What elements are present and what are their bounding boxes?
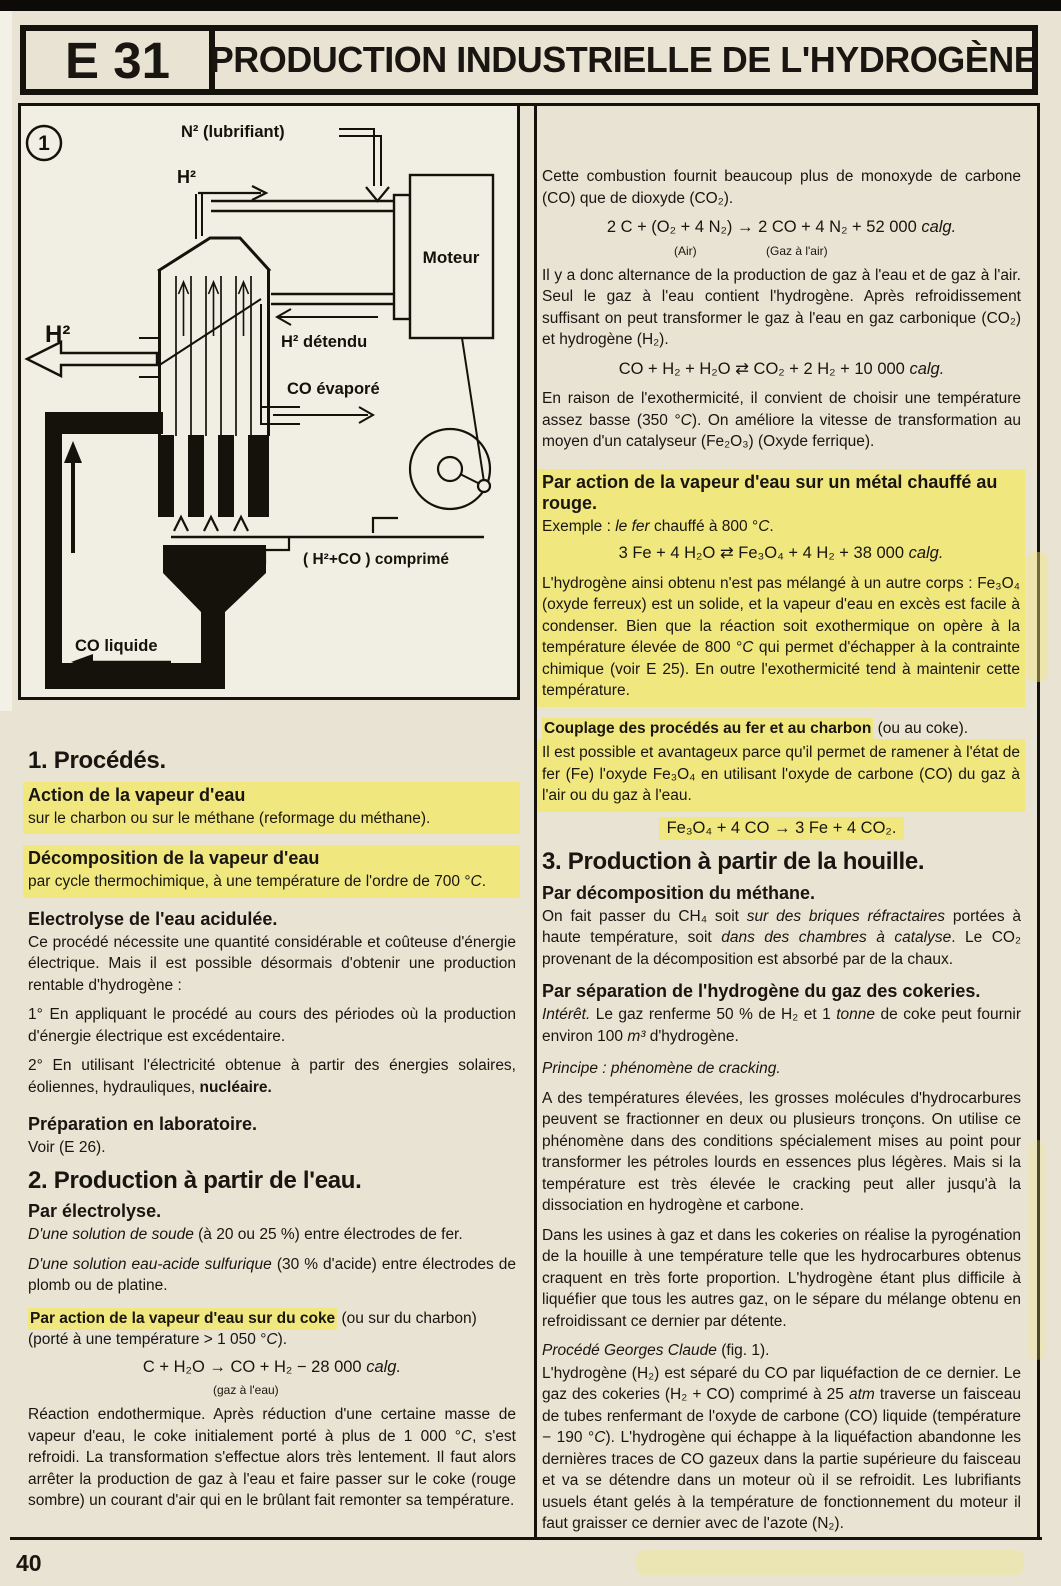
n2-pipe	[339, 129, 389, 201]
paragraph: Exemple : le fer chauffé à 800 °C.	[542, 517, 774, 535]
scan-edge-top	[0, 0, 1061, 11]
h2co-comprime-label: ( H²+CO ) comprimé	[303, 551, 449, 568]
paragraph: L'hydrogène ainsi obtenu n'est pas mélangé à un autre corps : Fe₃O₄ (oxyde ferreux) est un solide, et la vapeur d'eau en excès est facile à condenser. Bien que la réaction soit exothermique on opère à la température élevée de 800 °C qui permet d'échapper à la contrainte chimique (voir E 25). En outre l'exothermicité tend à maintenir cette température.	[542, 574, 1020, 699]
subheading: Par action de la vapeur d'eau sur du coke (ou sur du charbon)	[28, 1308, 516, 1330]
section-2-heading: 2. Production à partir de l'eau.	[28, 1166, 362, 1194]
formula: CO + H₂ + H₂O ⇄ CO₂ + 2 H₂ + 10 000	[618, 359, 910, 378]
generator-lower-black	[158, 435, 269, 517]
subheading: Couplage des procédés au fer et au charbon (ou au coke).	[542, 718, 1021, 740]
co-liquide-duct	[64, 441, 171, 670]
subheading: Par électrolyse.	[28, 1201, 162, 1221]
n2-arrow-down-icon	[366, 187, 389, 201]
paragraph: Il y a donc alternance de la production de gaz à l'eau et de gaz à l'air. Seul le gaz à l'eau contient l'hydrogène. Après refroidissement suffisant on peut transformer le gaz à l'eau en gaz carbonique (CO₂) et hydrogène (H₂).	[542, 266, 1021, 348]
paragraph: par cycle thermochimique, à une température de l'ordre de 700 °C.	[28, 873, 487, 890]
paragraph: A des températures élevées, les grosses molécules d'hydrocarbures peuvent se fractionner en deux ou plusieurs tronçons. On utilise ce phénomène dans des conditions spécialement mises au point pour transformer les pétroles lourds en essences plus légères. Mais si la température est très élevée le cracking peut aller jusqu'à la dissociation en hydrogène et carbone.	[542, 1089, 1021, 1214]
highlight-bleedthrough	[1028, 1140, 1046, 1360]
h2-detendu-arrow	[277, 309, 378, 325]
gaz-a-lair-sublabel: (Gaz à l'air)	[766, 243, 828, 258]
h2-left-label: H²	[45, 321, 71, 348]
methane-block	[542, 883, 1021, 971]
paragraph: sur le charbon ou sur le méthane (reformage du méthane).	[28, 809, 431, 827]
equation-fer-vapeur	[542, 543, 1020, 565]
subheading: Par décomposition du méthane.	[542, 882, 816, 903]
paragraph: En raison de l'exothermicité, il convient de choisir une température assez basse (350 °C). On améliore la vitesse de transformation au moyen d'un catalyseur (Fe₂O₃) (Oxyde ferrique).	[542, 390, 1021, 450]
paragraph: Voir (E 26).	[28, 1139, 106, 1156]
co-liquide-label: CO liquide	[75, 637, 158, 655]
hydrogen-plant-diagram	[21, 106, 517, 697]
gaz-a-leau-sublabel: (gaz à l'eau)	[213, 1383, 279, 1397]
h2-outlet-pipe	[196, 186, 266, 239]
vapeur-sur-metal-block	[537, 469, 1025, 707]
section-1-heading: 1. Procédés.	[28, 747, 166, 774]
highlight-bleedthrough	[1026, 552, 1048, 682]
h2-detendu-label: H² détendu	[281, 333, 368, 351]
paragraph: Dans les usines à gaz et dans les cokeries on réalise la pyrogénation de la houille à une température telle que les hydrocarbures obtenus craquent en très forte proportion. L'hydrogène étant plus difficile à liquéfier que tous les autres gaz, on le sépare du mélange obtenu en refroidissant ce dernier par détente.	[542, 1226, 1021, 1330]
subheading: Décomposition de la vapeur d'eau	[28, 848, 320, 868]
air-sublabel: (Air)	[674, 243, 697, 258]
arrow-up-icon	[64, 441, 82, 463]
couplage-block	[542, 718, 1021, 840]
formula-unit: calg.	[909, 359, 945, 378]
right-column	[542, 166, 1021, 1543]
h2-top-label: H²	[177, 167, 196, 187]
page-number: 40	[16, 1550, 42, 1576]
preparation-block	[28, 1114, 516, 1159]
paragraph: 2° En utilisant l'électricité obtenue à partir des énergies solaires, éoliennes, hydrauliques, nucléaire.	[28, 1057, 516, 1096]
left-column	[28, 747, 516, 1523]
equation-gaz-a-lair	[542, 217, 1021, 239]
subheading: Par séparation de l'hydrogène du gaz des cokeries.	[542, 981, 981, 1001]
principe-line: Principe : phénomène de cracking.	[542, 1060, 781, 1077]
subheading: Préparation en laboratoire.	[28, 1114, 258, 1134]
generator-hood	[158, 238, 270, 271]
column-divider	[534, 103, 537, 1540]
connecting-rod	[462, 338, 484, 482]
subheading: Par action de la vapeur d'eau sur un métal chauffé au rouge.	[542, 471, 998, 513]
paragraph: On fait passer du CH₄ soit sur des briques réfractaires portées à haute température, soit dans des chambres à catalyse. Le CO₂ provenant de la décomposition est absorbé par de la chaux.	[542, 907, 1021, 968]
electrolyse-block	[28, 909, 516, 1099]
formula: 2 C + (O₂ + 4 N₂) → 2 CO + 4 N₂ + 52 000	[606, 218, 922, 236]
formula-unit: calg.	[366, 1357, 402, 1376]
paragraph: Il est possible et avantageux parce qu'il permet de ramener à l'état de fer (Fe) l'oxyde Fe₃O₄ en utilisant l'oxyde de carbone (CO) du gaz à l'air ou du gaz à l'eau.	[542, 744, 1020, 804]
vapeur-sur-coke-block	[28, 1308, 516, 1512]
paragraph: (porté à une température > 1 050 °C).	[28, 1331, 288, 1348]
figure-1-panel	[18, 103, 520, 700]
page-code: E 31	[20, 25, 215, 95]
paragraph: L'hydrogène (H₂) est séparé du CO par liquéfaction de ce dernier. Le gaz des cokeries (H₂ + CO) comprimé à 25 atm traverse un faisceau de tubes renfermant de l'oxyde de carbone (CO) liquide (température − 190 °C). L'hydrogène qui échappe à la liquéfaction abandonne les dernières traces de CO gazeux dans la partie supérieure du faisceau et va se détendre dans un moteur où il se refroidit. Les lubrifiants usuels étant gelés à la température de fonctionnement du moteur il faut graisser ce dernier avec de l'azote (N₂).	[542, 1364, 1021, 1532]
section-3-heading: 3. Production à partir de la houille.	[542, 848, 925, 875]
highlighted-formula	[659, 817, 905, 840]
paragraph: D'une solution de soude (à 20 ou 25 %) entre électrodes de fer.	[28, 1226, 463, 1243]
engine-label: Moteur	[422, 248, 480, 267]
equation-sublabels	[542, 241, 1021, 257]
highlight-bleedthrough	[636, 1550, 1024, 1575]
formula-unit: calg.	[908, 544, 944, 562]
formula-unit: calg.	[921, 218, 957, 236]
subheading: Electrolyse de l'eau acidulée.	[28, 908, 278, 929]
n2-label: N² (lubrifiant)	[181, 123, 285, 141]
par-electrolyse-block	[28, 1201, 516, 1297]
formula: 3 Fe + 4 H₂O ⇄ Fe₃O₄ + 4 H₂ + 38 000	[618, 544, 909, 562]
paragraph: Cette combustion fournit beaucoup plus de monoxyde de carbone (CO) que de dioxyde (CO₂).	[542, 168, 1021, 207]
subheading: Action de la vapeur d'eau	[28, 784, 246, 805]
equation-gaz-a-leau	[28, 1357, 516, 1379]
formula: C + H₂O → CO + H₂ − 28 000	[142, 1357, 367, 1376]
cokeries-block	[542, 981, 1021, 1047]
decomposition-block	[23, 845, 520, 898]
figure-number: 1	[38, 132, 50, 155]
paragraph: Ce procédé nécessite une quantité considérable et coûteuse d'énergie électrique. Mais il est possible désormais d'obtenir une production rentable d'hydrogène :	[28, 933, 516, 994]
generator-vessel	[139, 238, 270, 436]
equation-sublabels	[28, 1380, 516, 1396]
paragraph: D'une solution eau-acide sulfurique (30 % d'acide) entre électrodes de plomb ou de platine.	[28, 1255, 516, 1294]
gas-pipes	[211, 201, 395, 304]
action-vapeur-block	[23, 782, 520, 835]
equation-reduction	[542, 818, 1021, 840]
crank-pin	[478, 480, 490, 492]
paragraph: 1° En appliquant le procédé au cours des périodes où la production d'énergie électrique est excédentaire.	[28, 1006, 516, 1045]
co-evapore-pipe	[261, 304, 373, 424]
highlighted-paragraph	[537, 739, 1025, 812]
paragraph: Réaction endothermique. Après réduction d'une certaine masse de vapeur d'eau, le coke initialement porté à plus de 1 000 °C, s'est refroidi. La transformation s'effectue alors très lentement. Il faut alors arrêter la production de gaz à l'eau et faire passer sur le coke (rouge sombre) un courant d'air qui en le brûlant fait remonter sa température.	[28, 1406, 516, 1509]
scan-edge-left	[0, 11, 12, 711]
formula: Fe₃O₄ + 4 CO → 3 Fe + 4 CO₂.	[666, 818, 897, 837]
co-evapore-label: CO évaporé	[287, 380, 380, 398]
equation-conversion	[542, 359, 1021, 381]
flywheel-crank	[410, 338, 490, 509]
claude-heading: Procédé Georges Claude (fig. 1).	[542, 1342, 770, 1359]
upflow-arrows	[179, 282, 249, 336]
baffle-line	[158, 299, 261, 366]
inlet-arrows	[174, 517, 248, 531]
paragraph: Intérêt. Le gaz renferme 50 % de H₂ et 1 tonne de coke peut fournir environ 100 m³ d'hydrogène.	[542, 1006, 1021, 1045]
page-title: PRODUCTION INDUSTRIELLE DE L'HYDROGÈNE	[215, 25, 1038, 95]
